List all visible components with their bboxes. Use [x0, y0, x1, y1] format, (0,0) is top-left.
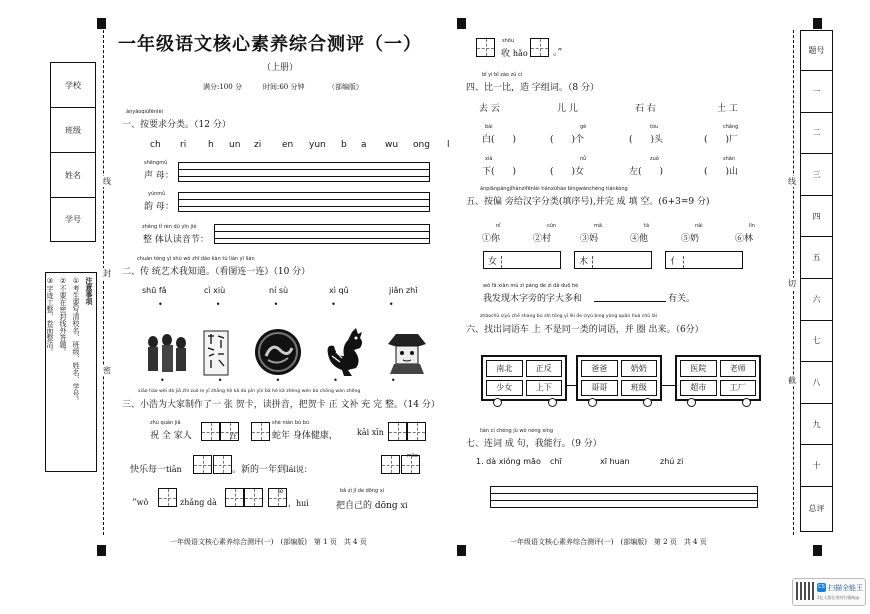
word-wagon-1	[481, 355, 567, 401]
score-info: 满分:100 分	[203, 83, 242, 91]
q3-l3-text-5: 把自己的 dōng xi	[336, 501, 408, 511]
q2-title: 二、传 统艺术我知道。（看图连一连）（10 分）	[122, 267, 311, 277]
top-end: 。”	[553, 48, 563, 58]
q5-fill-left: 我发现木字旁的字大多和	[483, 294, 583, 304]
radical-box-nv[interactable]: 女	[483, 251, 561, 269]
q4-pinyin: bǐ yi bǐ zào zǔ cí	[482, 72, 523, 78]
notice-item-3: ③字迹工整，卷面整洁。	[46, 277, 54, 355]
q4-r2-2[interactable]: ( )女	[550, 167, 585, 177]
corner-mark-bottom-left	[97, 545, 106, 556]
score-row-6[interactable]: 六	[801, 279, 832, 321]
top-blank-1[interactable]	[476, 38, 495, 57]
wagon2-word-3[interactable]: 哥哥	[581, 380, 618, 397]
score-row-9[interactable]: 九	[801, 404, 832, 446]
shengmu-label: 声 母：	[144, 171, 174, 181]
q3-blank-10[interactable]	[158, 488, 177, 507]
wagon1-word-1[interactable]: 南北	[486, 360, 523, 377]
q3-title: 三、小浩为大家制作了一 张 贺卡，读拼音，把贺卡 正 文补 充 完 整。（14 分）	[122, 400, 440, 410]
score-row-5[interactable]: 五	[801, 237, 832, 279]
class-field[interactable]	[51, 108, 95, 153]
zhengti-pinyin: zhěng tǐ rèn dú yīn jié	[142, 224, 197, 230]
q2-items	[142, 286, 429, 295]
score-row-10[interactable]: 十	[801, 445, 832, 487]
item-jianzhi: jiǎn zhǐ	[389, 286, 418, 295]
q5-fill-right: 有关。	[668, 294, 696, 304]
q7-word-2: chī	[550, 457, 562, 466]
q5-fill-blank[interactable]	[594, 301, 666, 302]
q7-title: 七、连词 成 句，我能行。（9 分）	[466, 439, 602, 449]
char-cun: ②村	[533, 234, 552, 244]
letter-b: b	[341, 140, 347, 150]
yunmu-answer-lines[interactable]	[178, 192, 430, 212]
seal-mark-xian-right: 线	[788, 177, 796, 186]
item-shufa: shū fǎ	[142, 286, 167, 295]
coupler	[567, 385, 576, 386]
top-blank-2[interactable]	[530, 38, 549, 57]
letter-a: a	[361, 140, 367, 150]
q3-l3-text-2: zhǎng dà	[180, 498, 217, 507]
letter-h: h	[208, 140, 214, 150]
letter-l: l	[447, 140, 450, 150]
q7-pinyin: lián cí chéng jù wǒ néng xíng	[480, 428, 554, 434]
q4-row1	[482, 132, 764, 145]
wagon2-wheel	[588, 398, 597, 407]
embroidery-image	[254, 328, 302, 376]
page-title: 一年级语文核心素养综合测评（一）	[118, 34, 422, 55]
word-wagon-2	[576, 355, 662, 401]
top-text-shou: 收 hǎo	[501, 49, 528, 59]
q3-blank-5[interactable]	[407, 422, 426, 441]
class-label: 班级	[65, 125, 81, 135]
radical-box-mu[interactable]: 木	[574, 251, 652, 269]
q4-r2-4[interactable]: ( )山	[704, 167, 739, 177]
pair-2: 儿 儿	[557, 104, 578, 114]
wagon3-word-3[interactable]: 超市	[680, 380, 717, 397]
q2-pinyin: chuán tǒng yì shù wǒ zhī dào kàn tú lián yī lián	[137, 256, 255, 262]
seal-line-left	[103, 30, 104, 535]
q4-row2	[482, 164, 764, 177]
notice-item-1: ①考生要写清校名、班级、姓名、学号。	[72, 277, 80, 404]
q3-blank-1[interactable]	[201, 422, 220, 441]
top-pinyin-shou: shōu	[502, 38, 515, 44]
q3-blank-11[interactable]	[225, 488, 244, 507]
pair-1: 去 云	[479, 104, 500, 114]
q4-r1-2[interactable]: ( )个	[550, 135, 585, 145]
clay-figures-image	[143, 330, 191, 374]
pair-4: 土 工	[717, 104, 738, 114]
page1-footer: 一年级语文核心素养综合测评(一) (部编版) 第 1 页 共 4 页	[170, 538, 367, 546]
letter-zi: zi	[254, 140, 262, 150]
q4-r2-1[interactable]: 下( )	[482, 167, 517, 177]
q1-title: 一、按要求分类。（12 分）	[122, 120, 231, 130]
char-ma: ③妈	[580, 234, 599, 244]
q6-pinyin: zhǎochū cíyǔ chē shang bù shì tóng yī lèi de cíyǔ bìng yòng quān huà chū lái	[480, 314, 657, 319]
q1-pinyin: ànyāoqiúfēnlèi	[126, 109, 163, 115]
q3-l2-py-mao: māo	[407, 453, 418, 459]
score-row-4[interactable]: 四	[801, 196, 832, 238]
school-field[interactable]	[51, 63, 95, 108]
wagon2-word-1[interactable]: 爸爸	[581, 360, 618, 377]
wagon1-wheel	[548, 398, 557, 407]
item-nisu: ní sù	[269, 286, 289, 295]
shengmu-answer-lines[interactable]	[178, 162, 430, 182]
char-ta: ④他	[630, 234, 649, 244]
q3-blank-7[interactable]	[213, 455, 232, 474]
corner-mark-top-mid	[457, 18, 466, 29]
letter-wu: wu	[385, 140, 399, 150]
seal-mark-mi: 密	[103, 366, 111, 375]
wagon1-word-4[interactable]: 上下	[526, 380, 563, 397]
q7-word-3: xī huan	[600, 457, 630, 466]
char-nai: ⑤奶	[681, 234, 700, 244]
q3-l3-text-1: “wǒ	[132, 498, 149, 508]
q4-pairs	[479, 101, 777, 114]
char-lin: ⑥林	[735, 234, 754, 244]
paper-cut-rooster-image	[322, 326, 370, 378]
notice-title: 注意事项	[85, 277, 93, 305]
item-xiqu: xì qǔ	[329, 286, 349, 295]
q5-chars	[482, 231, 765, 244]
q7-word-4: zhú zi	[660, 457, 684, 466]
wagon2-wheel	[643, 398, 652, 407]
q3-l1-text-1: 祝 全 家人	[150, 431, 192, 441]
word-wagon-3	[675, 355, 761, 401]
qr-icon	[796, 582, 814, 600]
q3-blank-9[interactable]	[401, 455, 420, 474]
yunmu-pinyin: yùnmǔ	[148, 191, 166, 197]
q2-dots-bottom: •••••	[160, 376, 449, 385]
q4-row1-pinyin: bái gè tóu chǎng	[485, 124, 739, 130]
score-row-1[interactable]: 一	[801, 71, 832, 113]
char-ni: ①你	[482, 234, 501, 244]
wagon3-wheel	[687, 398, 696, 407]
coupler	[662, 385, 675, 386]
letter-en: en	[282, 140, 294, 150]
scanner-logo	[792, 578, 866, 606]
school-label: 学校	[65, 80, 81, 90]
zhengti-label: 整 体认读音节：	[143, 235, 209, 245]
q3-l1-text-3: 蛇年 身体健康，	[272, 431, 338, 441]
q3-blank-4[interactable]	[388, 422, 407, 441]
q2-dots-top: •••••	[158, 300, 447, 309]
q4-r2-3[interactable]: 左( )	[629, 167, 664, 177]
calligraphy-image	[203, 330, 229, 376]
logo-subtext: 3亿人都在用的扫描App	[817, 595, 860, 600]
q7-words	[476, 457, 700, 466]
time-info: 时间:60 分钟	[263, 83, 305, 91]
q3-blank-8[interactable]	[381, 455, 400, 474]
q3-l3-py-5: bǎ zì jǐ de dōng xi	[340, 488, 385, 494]
volume-label: （上册）	[262, 63, 299, 73]
wagon1-word-2[interactable]: 正反	[526, 360, 563, 377]
name-label: 姓名	[65, 170, 81, 180]
q3-blank-3[interactable]	[251, 422, 270, 441]
q3-l2-text-1: 快乐每一tiān	[130, 465, 182, 475]
corner-mark-bottom-mid	[457, 545, 466, 556]
zhengti-answer-lines[interactable]	[214, 224, 430, 244]
wagon1-word-3[interactable]: 少女	[486, 380, 523, 397]
student-info-box	[50, 62, 96, 242]
score-total[interactable]: 总评	[808, 504, 825, 514]
q7-word-1: 1. dà xióng māo	[476, 457, 541, 466]
radical-box-ren[interactable]: 亻	[665, 251, 743, 269]
q3-blank-6[interactable]	[193, 455, 212, 474]
q4-row2-pinyin: xià nǚ zuǒ shān	[485, 156, 736, 162]
score-table	[800, 30, 833, 532]
corner-mark-top-right	[813, 18, 822, 29]
q3-l1-text-4: kāi xīn	[357, 428, 384, 437]
q3-blank-12[interactable]	[244, 488, 263, 507]
score-header: 题号	[801, 31, 832, 71]
item-cixiu: cì xiù	[204, 286, 226, 295]
q4-r1-3[interactable]: ( )头	[629, 135, 664, 145]
letter-ch: ch	[150, 140, 161, 150]
q5-title: 五、按偏 旁给汉字分类(填序号),并完 成 填 空。(6+3=9 分)	[466, 197, 710, 207]
score-row-3[interactable]: 三	[801, 154, 832, 196]
seal-mark-qie: 切	[788, 279, 796, 288]
seal-mark-jie: 截	[788, 376, 796, 385]
q5-fill-pinyin: wǒ fā xiàn mù zì páng de zì dà duō hé	[483, 283, 579, 289]
q3-l1-py-3: shé nián bù bù	[272, 420, 310, 426]
wagon3-word-2[interactable]: 老师	[720, 360, 757, 377]
q3-pinyin: xiǎo hào wèi dà jiā zhì zuò le yī zhāng hè kǎ dú pīn yīn bǎ hè kǎ zhèng wén bǔ chōng wán zhěng	[138, 389, 361, 394]
name-field[interactable]	[51, 153, 95, 198]
q3-l1-py-1: zhù quán jiā	[150, 420, 181, 426]
edition-label: （部编版）	[328, 83, 363, 91]
student-number-label: 学号	[65, 215, 81, 224]
corner-mark-bottom-right	[813, 545, 822, 556]
pair-3: 石 右	[635, 104, 656, 114]
q3-l3-text-3: le	[278, 488, 284, 495]
letter-un: un	[229, 140, 241, 150]
letter-ong: ong	[413, 140, 430, 150]
q6-title: 六、找出词语车 上 不是同一类的词语，并 圈 出来。（6分）	[466, 325, 704, 335]
q4-r1-1[interactable]: 白( )	[482, 135, 517, 145]
wagon3-word-4[interactable]: 工厂	[720, 380, 757, 397]
notice-item-2: ②不要在密封线外答题。	[59, 277, 67, 355]
page2-footer: 一年级语文核心素养综合测评(一) (部编版) 第 2 页 共 4 页	[510, 538, 707, 546]
q7-answer-lines[interactable]	[490, 486, 758, 508]
wagon1-wheel	[493, 398, 502, 407]
seal-mark-xian: 线	[103, 177, 111, 186]
q5-chars-pinyin: nǐ cūn mā tā nǎi lín	[496, 223, 755, 229]
cs-logo-icon: CS	[818, 584, 825, 590]
q1-letters	[150, 140, 457, 150]
score-row-2[interactable]: 二	[801, 113, 832, 155]
wagon2-word-2[interactable]: 奶奶	[621, 360, 658, 377]
letter-yun: yun	[309, 140, 326, 150]
q5-pinyin: ànpiānpángjǐhànzìfēnlèi tiánxùhào bìngwánchéng tiánkòng	[480, 186, 628, 192]
q3-blank-13[interactable]	[268, 488, 287, 507]
notice-box	[45, 272, 97, 472]
yunmu-label: 韵 母：	[144, 202, 174, 212]
letter-ri: ri	[180, 140, 187, 150]
q4-r1-4[interactable]: ( )厂	[704, 135, 739, 145]
seal-mark-feng: 封	[103, 269, 111, 278]
q3-l1-text-2: 在	[230, 432, 237, 440]
q4-title: 四、比一比，造 字组词。（8 分）	[466, 83, 599, 93]
student-number-field[interactable]	[51, 198, 95, 241]
shengmu-pinyin: shēngmǔ	[144, 160, 168, 166]
opera-mask-image	[384, 330, 430, 376]
score-row-8[interactable]: 八	[801, 362, 832, 404]
score-row-7[interactable]: 七	[801, 321, 832, 363]
q3-l3-text-4: ，huì	[288, 499, 309, 508]
wagon3-wheel	[742, 398, 751, 407]
corner-mark-top-left	[97, 18, 106, 29]
wagon3-word-1[interactable]: 医院	[680, 360, 717, 377]
logo-text: 扫描全能王	[828, 584, 863, 592]
wagon2-word-4[interactable]: 班级	[621, 380, 658, 397]
q3-l2-text-2: 。新的一年到lái说：	[232, 465, 312, 475]
